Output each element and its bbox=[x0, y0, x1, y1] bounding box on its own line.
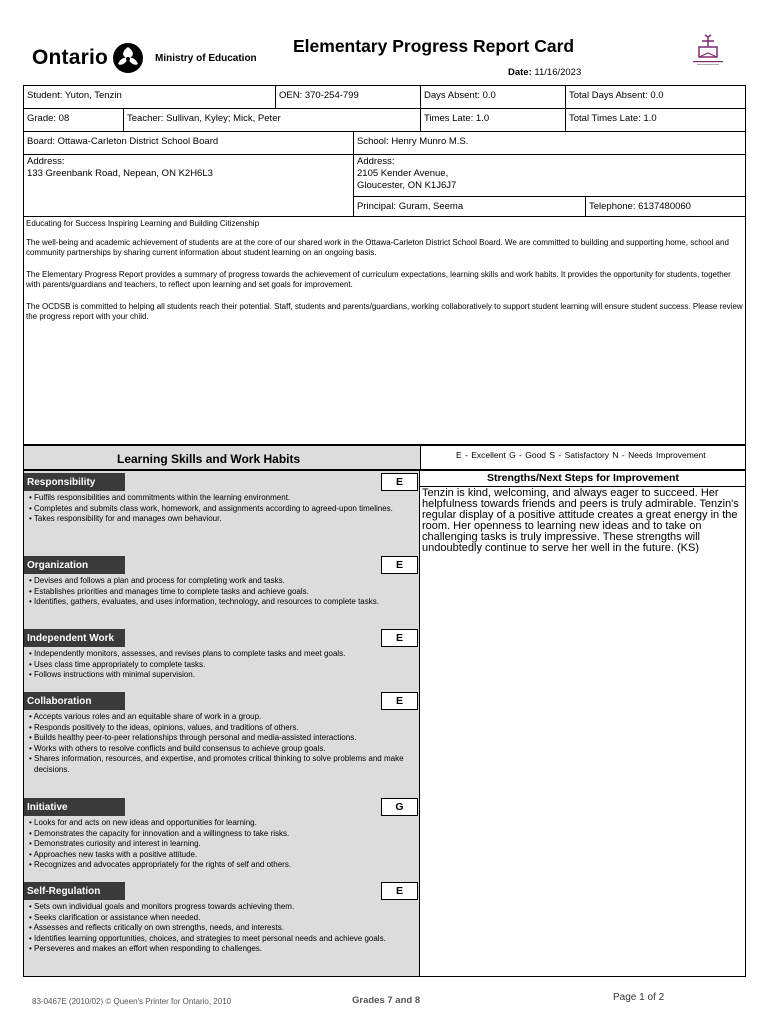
skill-bullet: • Looks for and acts on new ideas and opportunities for learning. bbox=[29, 818, 257, 827]
skill-bullet: • Uses class time appropriately to complete tasks. bbox=[29, 659, 206, 669]
total-times-late: Total Times Late: 1.0 bbox=[565, 108, 746, 132]
times-late: Times Late: 1.0 bbox=[420, 108, 566, 132]
principal-name: Principal: Guram, Seema bbox=[353, 196, 586, 217]
strengths-comment: Tenzin is kind, welcoming, and always eager to succeed. Her helpfulness towards friends and peers is truly admirable. Tenzin's regular display of a positive attitude creates a great energy in the room. Her openness to learning new ideas and to take on challenging tasks is truly impressive. These strengths will undoubtedly continue to serve her well in the future. (KS) bbox=[422, 487, 739, 554]
skill-independent-work bbox=[24, 629, 419, 691]
strengths-column bbox=[420, 470, 746, 977]
school-name: School: Henry Munro M.S. bbox=[353, 131, 746, 155]
skills-section-header bbox=[23, 445, 746, 470]
grade-legend: E - Excellent G - Good S - Satisfactory N - Needs Improvement bbox=[456, 450, 706, 460]
skill-bullet: • Works with others to resolve conflicts and build consensus to achieve group goals. bbox=[29, 743, 326, 753]
intro-paragraph-3: The OCDSB is committed to helping all students reach their potential. Staff, students and parents/guardians, working collaboratively to support student learning will ensure student success. Please review the progress report with your child. bbox=[26, 301, 743, 321]
skill-bullet: • Assesses and reflects critically on own strengths, needs, and interests. bbox=[29, 923, 284, 932]
intro-block bbox=[23, 216, 746, 445]
skills-title-box bbox=[24, 446, 421, 469]
ontario-wordmark: Ontario bbox=[32, 46, 109, 69]
skill-grade: E bbox=[381, 473, 418, 491]
skill-bullet: • Devises and follows a plan and process for completing work and tasks. bbox=[29, 576, 285, 585]
skill-name: Collaboration bbox=[24, 692, 125, 710]
skill-bullets bbox=[27, 576, 412, 608]
skill-name: Organization bbox=[24, 556, 125, 574]
oen-number: OEN: 370-254-799 bbox=[275, 85, 421, 109]
skill-grade: E bbox=[381, 692, 418, 710]
skill-bullet: • Demonstrates curiosity and interest in learning. bbox=[29, 839, 201, 848]
board-name: Board: Ottawa-Carleton District School Board bbox=[23, 131, 354, 155]
skill-bullet: • Demonstrates the capacity for innovation and a willingness to take risks. bbox=[29, 828, 290, 838]
skill-grade: E bbox=[381, 882, 418, 900]
skill-grade: E bbox=[381, 629, 418, 647]
date-row bbox=[508, 67, 581, 78]
trillium-icon bbox=[112, 42, 144, 74]
skill-grade: E bbox=[381, 556, 418, 574]
days-absent: Days Absent: 0.0 bbox=[420, 85, 566, 109]
skill-initiative bbox=[24, 798, 419, 882]
school-address-cell bbox=[353, 154, 746, 197]
skill-bullet: • Shares information, resources, and expertise, and promotes critical thinking to solve problems and make decisions. bbox=[29, 754, 404, 774]
skill-organization bbox=[24, 556, 419, 628]
skill-bullet: • Builds healthy peer-to-peer relationships through personal and media-assisted interactions. bbox=[29, 733, 357, 742]
school-address-label: Address: bbox=[357, 156, 395, 167]
date-label: Date: bbox=[508, 67, 532, 78]
skill-name: Independent Work bbox=[24, 629, 125, 647]
skills-column bbox=[23, 470, 420, 977]
skill-bullets bbox=[27, 649, 412, 681]
ontario-logo bbox=[32, 42, 144, 74]
skill-bullet: • Fulfils responsibilities and commitments within the learning environment. bbox=[29, 493, 291, 502]
student-name: Student: Yuton, Tenzin bbox=[23, 85, 276, 109]
school-board-logo-icon bbox=[688, 33, 728, 69]
intro-paragraph-2: The Elementary Progress Report provides a summary of progress towards the achievement of curriculum expectations, learning skills and work habits. It provides the opportunity for students, together with parents/guardians and teachers, to reflect upon learning and set goals for improvement. bbox=[26, 269, 731, 289]
school-address-line2: Gloucester, ON K1J6J7 bbox=[357, 180, 457, 191]
teacher-names: Teacher: Sullivan, Kyley; Mick, Peter bbox=[123, 108, 421, 132]
form-identifier: 83-0467E (2010/02) © Queen's Printer for Ontario, 2010 bbox=[32, 997, 232, 1006]
skill-grade: G bbox=[381, 798, 418, 816]
intro-tagline: Educating for Success Inspiring Learning and Building Citizenship bbox=[26, 219, 260, 228]
skill-name: Responsibility bbox=[24, 473, 125, 491]
skill-bullet: • Identifies learning opportunities, choices, and strategies to meet personal needs and achieve goals. bbox=[29, 933, 386, 943]
skill-bullet: • Perseveres and makes an effort when responding to challenges. bbox=[29, 944, 263, 953]
skill-bullet: • Seeks clarification or assistance when needed. bbox=[29, 912, 201, 922]
skill-name: Initiative bbox=[24, 798, 125, 816]
skill-responsibility bbox=[24, 473, 419, 557]
skill-bullets bbox=[27, 818, 412, 871]
skill-collaboration bbox=[24, 692, 419, 798]
board-address-cell bbox=[23, 154, 354, 217]
intro-paragraph-1: The well-being and academic achievement of students are at the core of our shared work in the Ottawa-Carleton District School Board. We are committed to building and supporting home, school and community partnerships by sharing current information about student learning on an ongoing basis. bbox=[26, 237, 729, 257]
skills-section-title: Learning Skills and Work Habits bbox=[117, 452, 301, 466]
page-number: Page 1 of 2 bbox=[613, 992, 665, 1003]
board-address: 133 Greenbank Road, Nepean, ON K2H6L3 bbox=[27, 168, 213, 179]
skill-bullets bbox=[27, 493, 412, 525]
skill-bullet: • Establishes priorities and manages time to complete tasks and achieve goals. bbox=[29, 586, 309, 596]
skill-bullets bbox=[27, 712, 412, 775]
date-value: 11/16/2023 bbox=[534, 67, 582, 78]
skill-bullet: • Responds positively to the ideas, opinions, values, and traditions of others. bbox=[29, 722, 299, 732]
school-address-line1: 2105 Kender Avenue, bbox=[357, 168, 449, 179]
skill-bullet: • Accepts various roles and an equitable share of work in a group. bbox=[29, 712, 262, 721]
grade-level: Grade: 08 bbox=[23, 108, 124, 132]
grades-label: Grades 7 and 8 bbox=[352, 995, 421, 1006]
skill-bullet: • Takes responsibility for and manages own behaviour. bbox=[29, 514, 222, 523]
board-address-label: Address: bbox=[27, 156, 65, 167]
total-days-absent: Total Days Absent: 0.0 bbox=[565, 85, 746, 109]
page-title: Elementary Progress Report Card bbox=[293, 36, 575, 56]
skill-name: Self-Regulation bbox=[24, 882, 125, 900]
skill-bullet: • Follows instructions with minimal supervision. bbox=[29, 670, 195, 679]
strengths-title: Strengths/Next Steps for Improvement bbox=[487, 472, 679, 484]
skill-bullet: • Completes and submits class work, homework, and assignments according to agreed-upon timelines. bbox=[29, 503, 393, 513]
skill-bullet: • Approaches new tasks with a positive attitude. bbox=[29, 849, 198, 859]
skill-bullet: • Recognizes and advocates appropriately for the rights of self and others. bbox=[29, 860, 292, 869]
skill-bullet: • Identifies, gathers, evaluates, and uses information, technology, and resources to complete tasks. bbox=[29, 597, 379, 606]
skill-bullets bbox=[27, 902, 412, 955]
ministry-label: Ministry of Education bbox=[155, 53, 257, 64]
skill-bullet: • Sets own individual goals and monitors progress towards achieving them. bbox=[29, 902, 295, 911]
skill-bullet: • Independently monitors, assesses, and revises plans to complete tasks and meet goals. bbox=[29, 649, 346, 658]
skill-self-regulation bbox=[24, 882, 419, 976]
telephone: Telephone: 6137480060 bbox=[585, 196, 746, 217]
